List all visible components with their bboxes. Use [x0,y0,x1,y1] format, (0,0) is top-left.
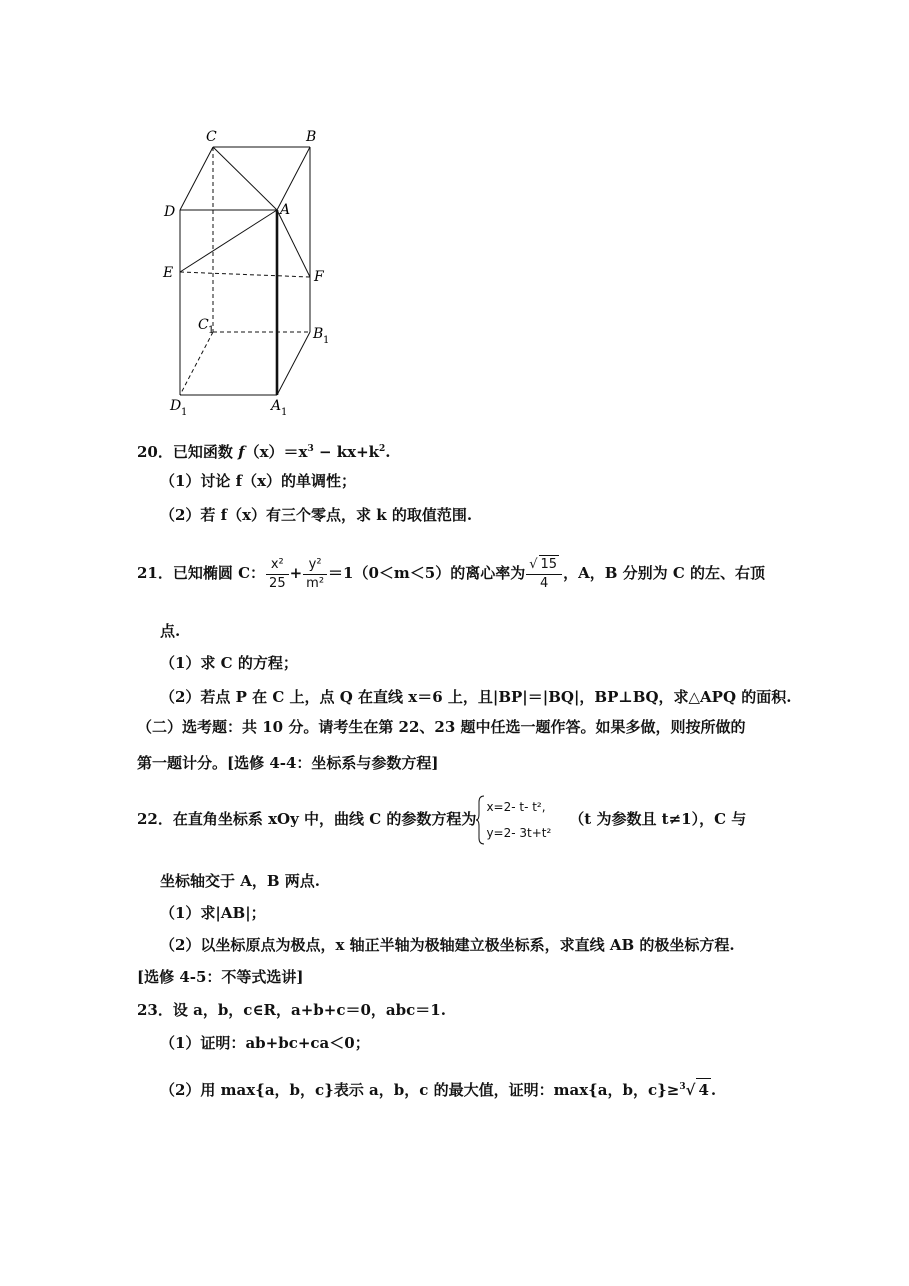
q22-brace [476,794,486,846]
q21-number: 21． [137,564,173,582]
q21-text-pre: 已知椭圆 C： [172,564,266,582]
q22-param-system [476,794,551,846]
q20-f: f [238,443,245,461]
edge-CD [180,147,213,210]
q21-text-mid: ＝1（0＜m＜5）的离心率为 [328,564,526,582]
segment-EF [180,272,310,277]
q21-ecc-den: 4 [540,576,549,591]
segment-CA [213,147,277,210]
q21-frac-y-den: m² [306,575,325,591]
label-B1-sub: 1 [323,335,330,346]
q23-part2-end: . [710,1081,717,1099]
q21-frac-y-num: y² [303,556,327,575]
q20-number: 20． [137,443,173,461]
q21-frac-x-den: 25 [269,575,286,591]
q20-text-mid: （x）＝x [244,443,308,461]
q21-frac-x [266,556,289,593]
section-elective-line1: （二）选考题：共 10 分。请考生在第 22、23 题中任选一题作答。如果多做，则按所做的 [137,718,746,736]
label-C: C [206,129,217,145]
q20-sup3: 3 [307,444,314,454]
q22-number: 22． [137,810,173,828]
q22-text-end: （t 为参数且 t≠1），C 与 [569,810,747,828]
q21-ecc-radicand: 15 [540,557,558,572]
label-C1-sub: 1 [208,325,215,336]
q23-stem [137,999,446,1021]
label-A1-sub: 1 [281,407,288,418]
q21-cont: 点. [160,622,181,640]
label-D1: D [170,398,182,414]
q21-part2: （2）若点 P 在 C 上，点 Q 在直线 x＝6 上，且|BP|＝|BQ|，BP⊥BQ，求△APQ 的面积. [160,688,792,706]
q22-cont: 坐标轴交于 A，B 两点. [160,872,320,890]
q21-frac-y [303,556,327,593]
q20-sup2: 2 [379,444,386,454]
section-inequality: [选修 4-5：不等式选讲] [137,968,304,986]
q20-part2: （2）若 f（x）有三个零点，求 k 的取值范围. [160,506,473,524]
q23-part2: （2）用 max{a，b，c}表示 a，b，c 的最大值，证明：max{a，b，c}≥$^3$√ 4 . [160,1076,716,1101]
label-D1-sub: 1 [181,407,188,418]
q21-frac-x-num: x² [266,556,289,575]
q21-ecc-num: √ 15 [526,555,562,575]
q20-text-end: . [385,443,391,461]
label-A: A [280,202,291,218]
q21-eccentricity [526,555,562,593]
segment-AE [180,210,277,272]
edge-C1D1 [180,332,213,395]
label-B: B [306,129,317,145]
q21-plus: + [289,564,303,582]
label-D: D [164,204,176,220]
q21-text-end: ，A，B 分别为 C 的左、右顶 [563,564,766,582]
q21-stem [137,550,765,596]
q23-part2-text: （2）用 max{a，b，c}表示 a，b，c 的最大值，证明：max{a，b，c}≥ [160,1081,680,1099]
segment-AF [277,210,310,277]
label-C1: C [198,317,209,333]
prism-figure [150,120,350,420]
q23-part1: （1）证明：ab+bc+ca＜0； [160,1034,370,1052]
q21-part1: （1）求 C 的方程； [160,654,298,672]
q20-text-mid2: − kx+k [313,443,380,461]
q23-root-index: 3 [679,1082,686,1092]
q23-root-value: 4 [696,1078,710,1101]
q22-stem [137,792,746,846]
q22-eq-x: x=2- t- t², [486,800,546,814]
label-A1: A [271,398,282,414]
q22-part1: （1）求|AB|； [160,904,266,922]
q20-stem [137,438,391,463]
q22-text-pre: 在直角坐标系 xOy 中，曲线 C 的参数方程为 [172,810,477,828]
edge-A1B1 [277,332,310,395]
q20-part1: （1）讨论 f（x）的单调性； [160,472,357,490]
label-F: F [314,269,324,285]
edge-BA [277,147,310,210]
q20-text-pre: 已知函数 [172,443,239,461]
q23-text: 设 a，b，c∈R，a+b+c＝0，abc＝1. [172,1001,446,1019]
label-E: E [163,265,174,281]
section-elective-line2: 第一题计分。[选修 4-4：坐标系与参数方程] [137,754,439,772]
q23-number: 23． [137,1001,173,1019]
q22-part2: （2）以坐标原点为极点，x 轴正半轴为极轴建立极坐标系，求直线 AB 的极坐标方程. [160,936,735,954]
q22-eq-y: y=2- 3t+t² [486,826,552,840]
label-B1: B [313,326,324,342]
